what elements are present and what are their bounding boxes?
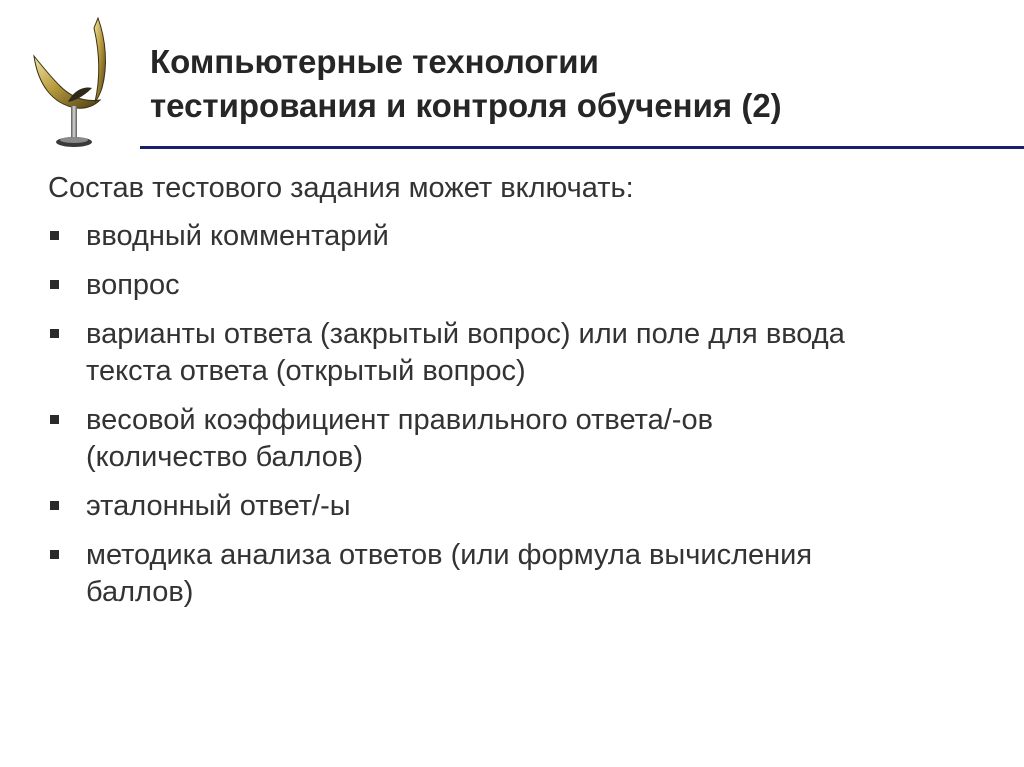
list-item	[48, 316, 1008, 390]
crescent-stand-logo-icon	[28, 14, 120, 154]
square-bullet-icon	[50, 501, 59, 510]
intro-text: Состав тестового задания может включать:	[48, 172, 634, 204]
bullet-text	[86, 537, 1008, 611]
slide-title	[150, 40, 1010, 128]
bullet-text	[86, 316, 1008, 390]
bullet-line: (количество баллов)	[86, 441, 364, 473]
square-bullet-icon	[50, 329, 59, 338]
bullet-line: баллов)	[86, 576, 194, 608]
list-item	[48, 218, 1008, 255]
square-bullet-icon	[50, 231, 59, 240]
bullet-line: весовой коэффициент правильного ответа/-ов	[86, 404, 713, 436]
bullet-line: вопрос	[86, 269, 180, 301]
list-item	[48, 488, 1008, 525]
bullet-text	[86, 218, 1008, 255]
square-bullet-icon	[50, 280, 59, 289]
list-item	[48, 402, 1008, 476]
square-bullet-icon	[50, 415, 59, 424]
bullet-line: эталонный ответ/-ы	[86, 490, 351, 522]
bullet-line: методика анализа ответов (или формула вычисления	[86, 539, 813, 571]
slide-title-line: Компьютерные технологии	[150, 43, 599, 80]
bullet-line: вводный комментарий	[86, 220, 389, 252]
bullet-list	[48, 218, 1008, 611]
list-item	[48, 537, 1008, 611]
list-item	[48, 267, 1008, 304]
slide-content	[48, 170, 1008, 623]
bullet-line: текста ответа (открытый вопрос)	[86, 355, 526, 387]
bullet-text	[86, 267, 1008, 304]
bullet-text	[86, 402, 1008, 476]
slide-title-line: тестирования и контроля обучения (2)	[150, 87, 782, 124]
bullet-line: варианты ответа (закрытый вопрос) или поле для ввода	[86, 318, 845, 350]
title-underline-rule	[140, 146, 1024, 149]
bullet-text	[86, 488, 1008, 525]
square-bullet-icon	[50, 550, 59, 559]
